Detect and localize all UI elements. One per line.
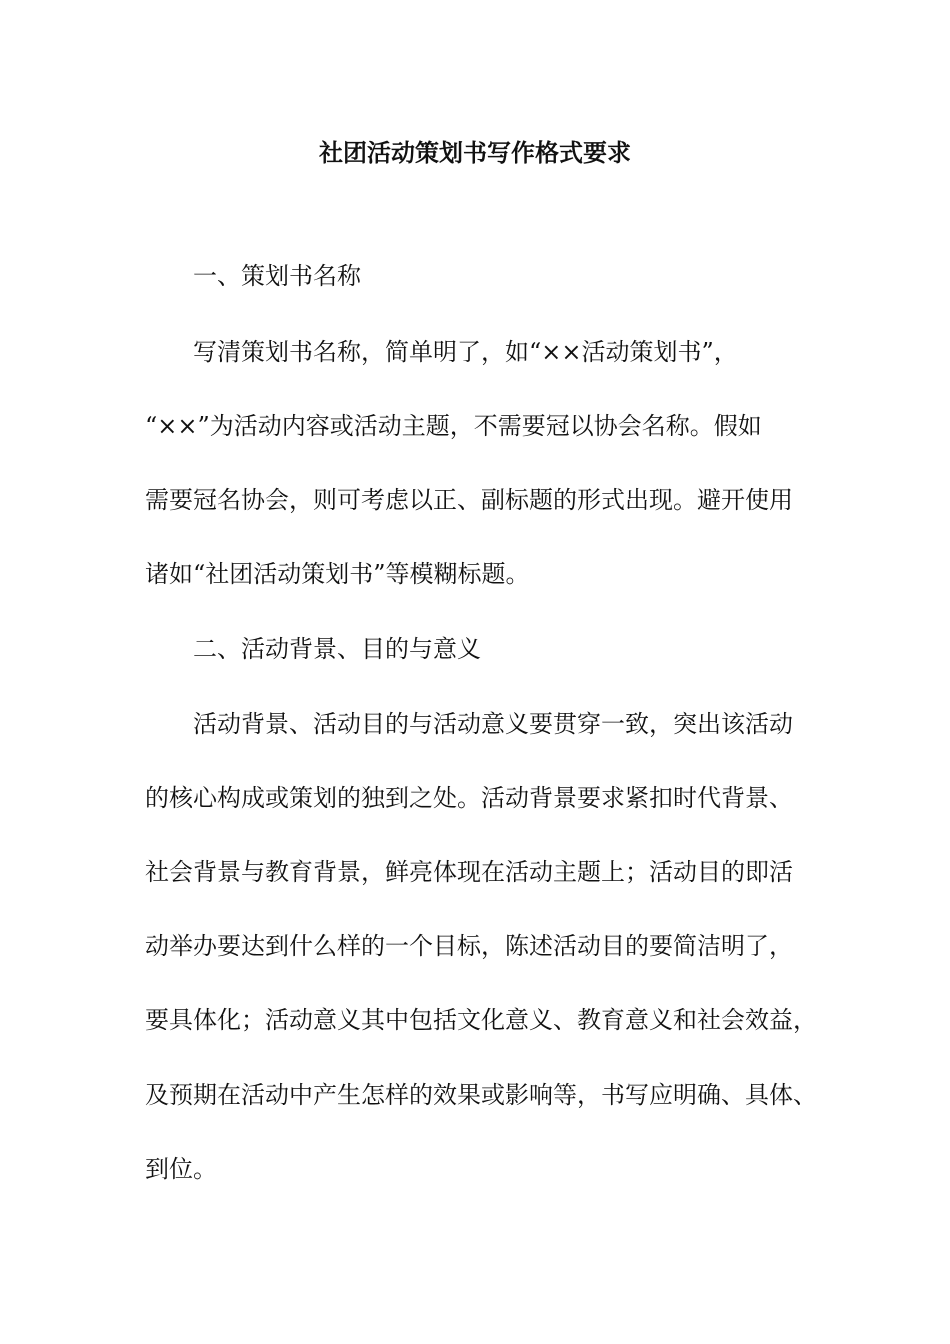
section-heading-2: 二、活动背景、目的与意义: [193, 635, 481, 663]
paragraph-line: “××”为活动内容或活动主题，不需要冠以协会名称。假如: [145, 412, 762, 440]
paragraph-line: 的核心构成或策划的独到之处。活动背景要求紧扣时代背景、: [145, 784, 793, 812]
paragraph-line: 及预期在活动中产生怎样的效果或影响等，书写应明确、具体、: [145, 1081, 817, 1109]
paragraph-line: 要具体化；活动意义其中包括文化意义、教育意义和社会效益，: [145, 1006, 817, 1034]
paragraph-line: 到位。: [145, 1155, 217, 1183]
paragraph-line: 动举办要达到什么样的一个目标，陈述活动目的要简洁明了，: [145, 932, 793, 960]
paragraph-line: 需要冠名协会，则可考虑以正、副标题的形式出现。避开使用: [145, 486, 793, 514]
paragraph-line: 社会背景与教育背景，鲜亮体现在活动主题上；活动目的即活: [145, 858, 793, 886]
section-heading-1: 一、策划书名称: [193, 262, 361, 290]
paragraph-line: 活动背景、活动目的与活动意义要贯穿一致，突出该活动: [193, 710, 793, 738]
paragraph-line: 诸如“社团活动策划书”等模糊标题。: [145, 560, 530, 588]
paragraph-line: 写清策划书名称，简单明了，如“××活动策划书”，: [193, 338, 738, 366]
document-title: 社团活动策划书写作格式要求: [319, 138, 631, 167]
